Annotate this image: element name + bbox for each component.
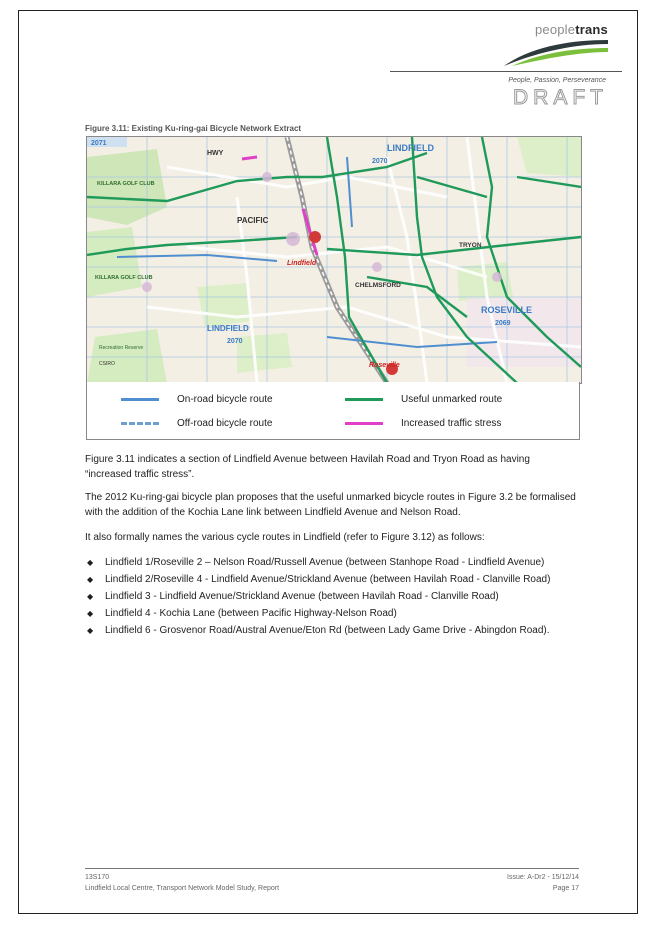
legend-swatch-traffic-stress — [345, 422, 383, 425]
map-label-2071: 2071 — [91, 140, 107, 147]
map-svg — [87, 137, 581, 383]
map-label-2069: 2069 — [495, 320, 511, 327]
bullet-icon: ◆ — [87, 575, 94, 584]
header-rule — [390, 71, 622, 72]
map-label-lindfield-north: LINDFIELD — [387, 143, 434, 153]
map-label-csiro: CSIRO — [99, 361, 115, 367]
legend-useful-unmarked — [345, 394, 502, 405]
tagline: People, Passion, Perseverance — [508, 77, 606, 84]
list-item — [85, 607, 579, 621]
paragraph-bicycle-plan: The 2012 Ku-ring-gai bicycle plan proposes that the useful unmarked bicycle routes in Figure 3.2 be formalised with the addition of the Kochia Lane link between Lindfield Avenue and Nelson Road. — [85, 492, 576, 518]
list-item — [85, 556, 579, 570]
legend-traffic-stress — [345, 418, 501, 429]
paragraph-figure-description: Figure 3.11 indicates a section of Lindfield Avenue between Havilah Road and Tryon Road as having “increased traffic stress”. — [85, 454, 530, 480]
legend-swatch-off-road — [121, 422, 159, 425]
map-label-2070-bottom: 2070 — [227, 338, 243, 345]
legend-on-road — [121, 394, 273, 405]
route-text: Lindfield 1/Roseville 2 – Nelson Road/Russell Avenue (between Stanhope Road - Lindfield Avenue) — [105, 557, 545, 568]
list-item — [85, 573, 579, 587]
map-label-killara-golf-club-a: KILLARA GOLF CLUB — [97, 181, 155, 187]
logo-text-bold: trans — [575, 22, 608, 37]
map-label-pacific: PACIFIC — [237, 216, 269, 225]
list-item — [85, 624, 579, 638]
legend-label-traffic-stress: Increased traffic stress — [401, 418, 502, 429]
legend-label-useful-unmarked: Useful unmarked route — [401, 394, 503, 405]
draft-watermark: DRAFT — [513, 86, 608, 109]
legend-label-off-road: Off-road bicycle route — [177, 418, 273, 429]
map-label-2070-top: 2070 — [372, 158, 388, 165]
footer-issue: Issue: A-Dr2 - 15/12/14 — [507, 874, 579, 881]
map-label-tryon: TRYON — [459, 242, 482, 249]
map-label-lindfield-centre: Lindfield — [287, 260, 317, 267]
legend-label-on-road: On-road bicycle route — [177, 394, 273, 405]
bullet-icon: ◆ — [87, 558, 94, 567]
footer-project-code: 13S170 — [85, 874, 110, 881]
map-label-roseville: ROSEVILLE — [481, 305, 533, 315]
route-text: Lindfield 2/Roseville 4 - Lindfield Avenue/Strickland Avenue (between Havilah Road - Clanville Road) — [105, 574, 551, 585]
list-item — [85, 590, 579, 604]
legend-swatch-on-road — [121, 398, 159, 401]
map-label-killara-golf-club-b: KILLARA GOLF CLUB — [95, 275, 153, 281]
map-label-recreation-reserve: Recreation Reserve — [99, 345, 144, 351]
route-text: Lindfield 6 - Grosvenor Road/Austral Avenue/Eton Rd (between Lady Game Drive - Abingdon Road). — [105, 625, 550, 636]
footer-rule — [85, 868, 579, 869]
footer-page-number: Page 17 — [552, 885, 579, 892]
logo-text-light: people — [534, 22, 576, 37]
route-text: Lindfield 4 - Kochia Lane (between Pacific Highway-Nelson Road) — [105, 608, 397, 619]
map-label-chelmsford: CHELMSFORD — [355, 282, 401, 289]
bullet-icon: ◆ — [87, 592, 94, 601]
route-text: Lindfield 3 - Lindfield Avenue/Strickland Avenue (between Havilah Road - Clanville Road) — [105, 591, 499, 602]
logo-swoosh-icon — [502, 36, 610, 68]
footer-report-title: Lindfield Local Centre, Transport Network Model Study, Report — [85, 885, 280, 892]
map-label-lindfield-south: LINDFIELD — [207, 324, 249, 333]
bullet-icon: ◆ — [87, 626, 94, 635]
legend-swatch-useful-unmarked — [345, 398, 383, 401]
legend-off-road — [121, 418, 272, 429]
map-legend — [86, 382, 580, 440]
bicycle-network-map — [86, 136, 582, 384]
cycle-routes-list — [85, 556, 579, 641]
paragraph-cycle-routes-intro: It also formally names the various cycle routes in Lindfield (refer to Figure 3.12) as follows: — [85, 532, 485, 543]
map-label-hwy: HWY — [207, 150, 224, 157]
bullet-icon: ◆ — [87, 609, 94, 618]
peopletrans-logo — [535, 22, 608, 37]
map-label-roseville-station: Roseville — [369, 362, 400, 369]
figure-caption: Figure 3.11: Existing Ku-ring-gai Bicycle Network Extract — [85, 124, 302, 133]
